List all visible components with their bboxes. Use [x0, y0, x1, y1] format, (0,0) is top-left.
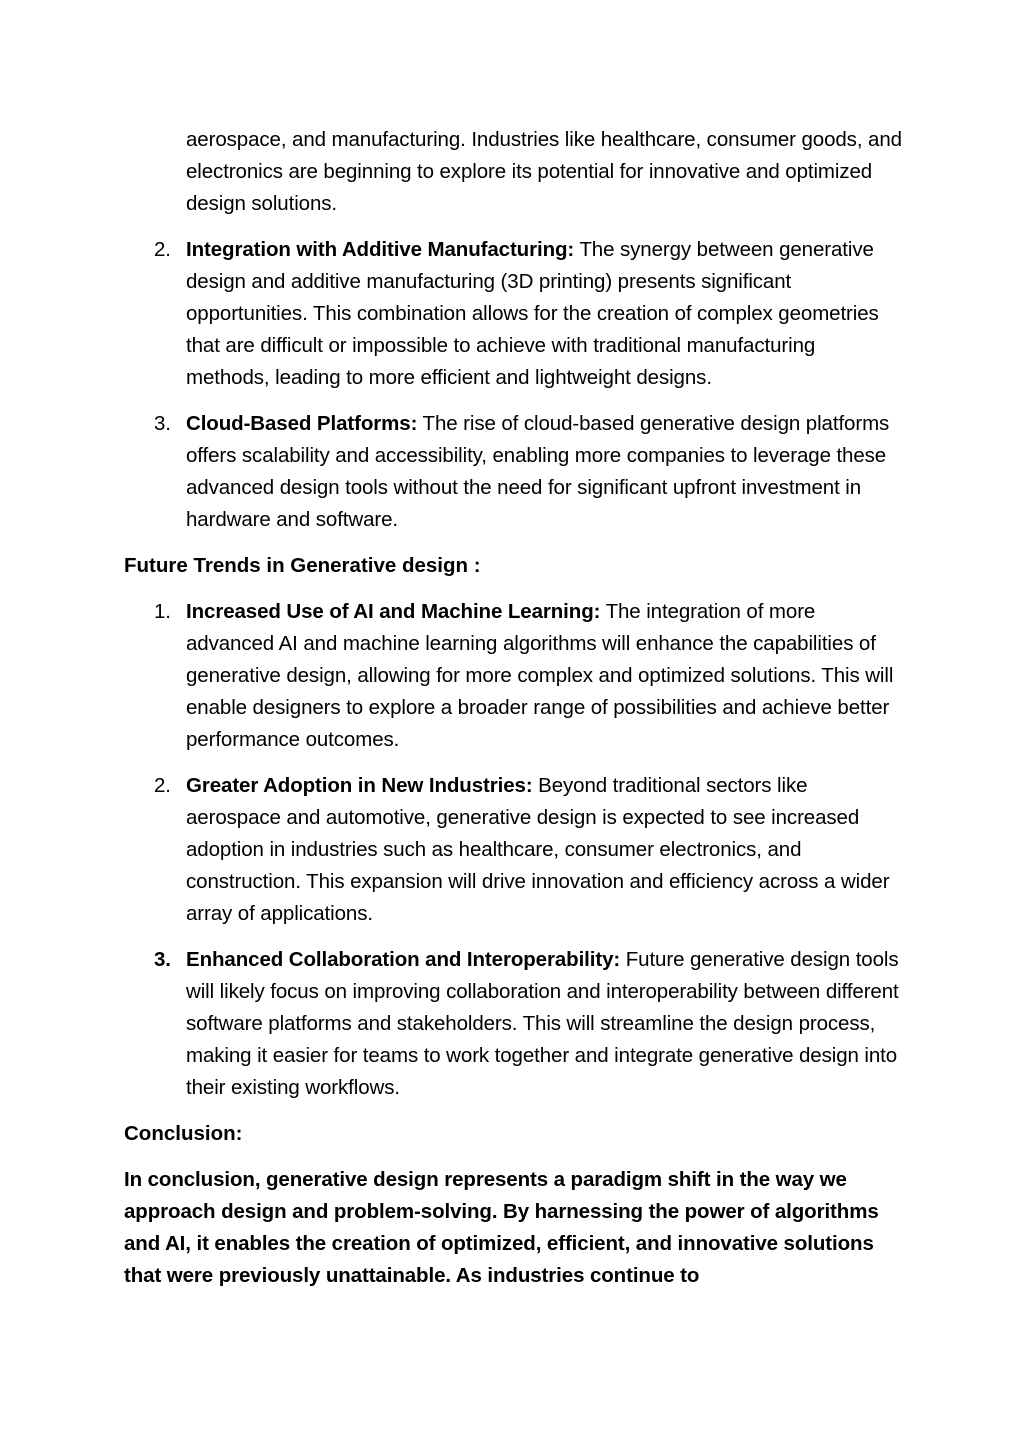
list-item-title: Integration with Additive Manufacturing: — [186, 238, 575, 261]
document-page — [124, 124, 904, 1292]
list-number: 3. — [154, 412, 171, 435]
list-item-title: Enhanced Collaboration and Interoperability: — [186, 948, 621, 971]
list-item-text: The integration of more advanced AI and machine learning algorithms will enhance the capabilities of generative design, allowing for more complex and optimized solutions. This will enable designers to explore a broader range of possibilities and achieve better performance outcomes. — [186, 600, 894, 751]
list-item-collaboration — [124, 944, 904, 1104]
list-item-text: The rise of cloud-based generative design platforms offers scalability and accessibility, enabling more companies to leverage these advanced design tools without the need for significant upfront investment in hardware and software. — [186, 412, 890, 531]
list-item-additive-manufacturing — [124, 234, 904, 394]
conclusion-heading: Conclusion: — [124, 1122, 243, 1145]
list-item-text: Future generative design tools will likely focus on improving collaboration and interoperability between different software platforms and stakeholders. This will streamline the design process, making it easier for teams to work together and integrate generative design into their existing workflows. — [186, 948, 899, 1099]
list-item-text: Beyond traditional sectors like aerospace and automotive, generative design is expected to see increased adoption in industries such as healthcare, consumer electronics, and construction. This expansion will drive innovation and efficiency across a wider array of applications. — [186, 774, 890, 925]
adoption-list — [124, 234, 904, 536]
list-item-ai-ml — [124, 596, 904, 756]
list-number: 2. — [154, 774, 171, 797]
future-trends-heading: Future Trends in Generative design : — [124, 554, 481, 577]
list-item-title: Increased Use of AI and Machine Learning: — [186, 600, 601, 623]
list-item-title: Greater Adoption in New Industries: — [186, 774, 533, 797]
future-trends-list — [124, 596, 904, 1104]
list-number: 1. — [154, 600, 171, 623]
list-number: 2. — [154, 238, 171, 261]
list-item-title: Cloud-Based Platforms: — [186, 412, 418, 435]
list-item-cloud-platforms — [124, 408, 904, 536]
list-number: 3. — [154, 948, 171, 971]
list-item-text: The synergy between generative design and additive manufacturing (3D printing) presents significant opportunities. This combination allows for the creation of complex geometries that are difficult or impossible to achieve with traditional manufacturing methods, leading to more efficient and lightweight designs. — [186, 238, 879, 389]
list-item-new-industries — [124, 770, 904, 930]
intro-continuation-paragraph: aerospace, and manufacturing. Industries like healthcare, consumer goods, and electronics are beginning to explore its potential for innovative and optimized design solutions. — [186, 128, 902, 215]
conclusion-paragraph: In conclusion, generative design represents a paradigm shift in the way we approach design and problem-solving. By harnessing the power of algorithms and AI, it enables the creation of optimized, efficient, and innovative solutions that were previously unattainable. As industries continue to — [124, 1168, 879, 1287]
